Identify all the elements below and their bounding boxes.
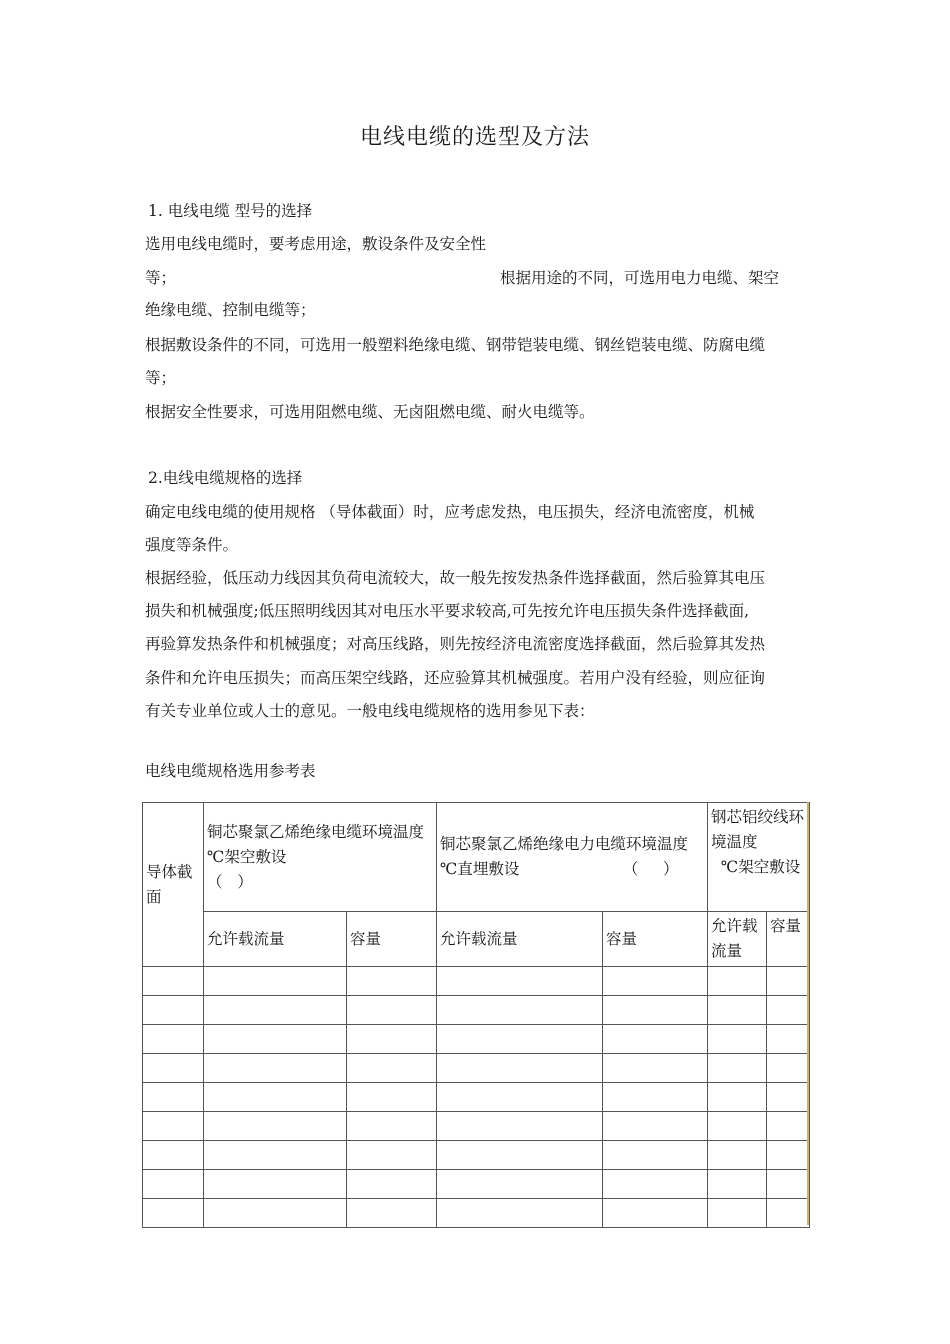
table-row xyxy=(143,996,810,1025)
table-cell xyxy=(347,1083,437,1112)
table-cell xyxy=(347,1199,437,1228)
table-cell xyxy=(143,1199,204,1228)
table-cell xyxy=(143,1112,204,1141)
table-cell xyxy=(437,1112,603,1141)
table-cell xyxy=(204,1054,347,1083)
table-cell xyxy=(767,1170,810,1199)
table-cell xyxy=(767,1199,810,1228)
table-row xyxy=(143,1141,810,1170)
table-cell xyxy=(708,1199,767,1228)
page-title: 电线电缆的选型及方法 xyxy=(359,125,590,150)
section1-p3-line1: 根据安全性要求，可选用阻燃电缆、无卤阻燃电缆、耐火电缆等。 xyxy=(145,403,595,421)
table-cell xyxy=(143,1083,204,1112)
subheader-capacity: 容量 xyxy=(767,912,810,967)
table-cell xyxy=(347,1054,437,1083)
table-cell xyxy=(708,1025,767,1054)
table-cell xyxy=(767,1083,810,1112)
section2-p1-line2: 强度等条件。 xyxy=(145,536,239,554)
table-row xyxy=(143,1170,810,1199)
table-cell xyxy=(603,1083,708,1112)
table-cell xyxy=(708,1170,767,1199)
table-cell xyxy=(437,967,603,996)
table-cell xyxy=(437,1199,603,1228)
spec-table xyxy=(142,802,810,1228)
subheader-capacity: 容量 xyxy=(347,912,437,967)
table-cell xyxy=(347,1141,437,1170)
table-cell xyxy=(347,1112,437,1141)
table-cell xyxy=(437,996,603,1025)
section2-p2-line2: 损失和机械强度;低压照明线因其对电压水平要求较高,可先按允许电压损失条件选择截面, xyxy=(145,602,750,620)
table-caption: 电线电缆规格选用参考表 xyxy=(145,762,316,780)
table-cell xyxy=(603,1054,708,1083)
table-cell xyxy=(603,1025,708,1054)
subheader-capacity: 容量 xyxy=(603,912,708,967)
header-group-pvc-buried: 铜芯聚氯乙烯绝缘电力电缆环境温度 ℃直埋敷设 （ ） xyxy=(437,803,708,912)
table-cell xyxy=(767,967,810,996)
subheader-current: 允许载流量 xyxy=(437,912,603,967)
table-row xyxy=(143,1083,810,1112)
table-cell xyxy=(143,967,204,996)
table-cell xyxy=(767,1141,810,1170)
table-cell xyxy=(708,1141,767,1170)
table-cell xyxy=(204,1199,347,1228)
section1-p1-line2-right: 根据用途的不同，可选用电力电缆、架空 xyxy=(500,269,780,287)
table-cell xyxy=(347,996,437,1025)
table-cell xyxy=(437,1083,603,1112)
section1-p1-line1: 选用电线电缆时，要考虑用途，敷设条件及安全性 xyxy=(145,235,487,253)
table-cell xyxy=(603,1170,708,1199)
section1-p1-line3: 绝缘电缆、控制电缆等； xyxy=(145,301,316,319)
table-cell xyxy=(767,996,810,1025)
table-cell xyxy=(708,1112,767,1141)
table-cell xyxy=(143,1054,204,1083)
table-cell xyxy=(143,1170,204,1199)
table-cell xyxy=(143,1141,204,1170)
table-cell xyxy=(347,967,437,996)
section1-p1-line2-left: 等； xyxy=(145,269,177,287)
table-cell xyxy=(603,1112,708,1141)
section2-p2-line3: 再验算发热条件和机械强度；对高压线路，则先按经济电流密度选择截面，然后验算其发热 xyxy=(145,635,766,653)
table-row xyxy=(143,1054,810,1083)
section1-p2-line1: 根据敷设条件的不同，可选用一般塑料绝缘电缆、钢带铠装电缆、钢丝铠装电缆、防腐电缆 xyxy=(145,336,766,354)
table-cell xyxy=(708,996,767,1025)
table-cell xyxy=(767,1025,810,1054)
table-cell xyxy=(204,996,347,1025)
table-cell xyxy=(603,1199,708,1228)
table-cell xyxy=(767,1054,810,1083)
section2-p1-line1: 确定电线电缆的使用规格 （导体截面）时，应考虑发热，电压损失，经济电流密度，机械 xyxy=(145,503,755,521)
header-group-pvc-overhead: 铜芯聚氯乙烯绝缘电缆环境温度 ℃架空敷设 （ ） xyxy=(204,803,437,912)
table-cell xyxy=(437,1141,603,1170)
table-cell xyxy=(437,1054,603,1083)
table-cell xyxy=(143,1025,204,1054)
table-cell xyxy=(708,967,767,996)
table-cell xyxy=(603,996,708,1025)
table-cell xyxy=(767,1112,810,1141)
table-cell xyxy=(204,1141,347,1170)
table-cell xyxy=(347,1170,437,1199)
table-cell xyxy=(204,1170,347,1199)
subheader-current: 允许载流量 xyxy=(204,912,347,967)
section1-heading: 1. 电线电缆 型号的选择 xyxy=(148,202,313,220)
section1-p2-line2: 等； xyxy=(145,369,177,387)
table-cell xyxy=(708,1054,767,1083)
table-row xyxy=(143,1025,810,1054)
section2-heading: 2.电线电缆规格的选择 xyxy=(148,469,303,487)
header-conductor-section: 导体截面 xyxy=(143,803,204,967)
table-cell xyxy=(603,1141,708,1170)
table-cell xyxy=(204,1112,347,1141)
subheader-current: 允许载流量 xyxy=(708,912,767,967)
table-cell xyxy=(437,1170,603,1199)
table-cell xyxy=(347,1025,437,1054)
section2-p2-line4: 条件和允许电压损失；而高压架空线路，还应验算其机械强度。若用户没有经验，则应征询 xyxy=(145,669,766,687)
table-row xyxy=(143,1199,810,1228)
table-cell xyxy=(603,967,708,996)
table-cell xyxy=(204,967,347,996)
header-group-acsr: 钢芯铝绞线环境温度 ℃架空敷设 xyxy=(708,803,810,912)
table-row xyxy=(143,1112,810,1141)
table-cell xyxy=(143,996,204,1025)
table-cell xyxy=(204,1025,347,1054)
table-cell xyxy=(204,1083,347,1112)
table-cell xyxy=(708,1083,767,1112)
section2-p2-line1: 根据经验，低压动力线因其负荷电流较大，故一般先按发热条件选择截面，然后验算其电压 xyxy=(145,569,766,587)
table-right-border xyxy=(807,802,809,1225)
table-row xyxy=(143,967,810,996)
table-cell xyxy=(437,1025,603,1054)
section2-p2-line5: 有关专业单位或人士的意见。一般电线电缆规格的选用参见下表： xyxy=(145,702,595,720)
